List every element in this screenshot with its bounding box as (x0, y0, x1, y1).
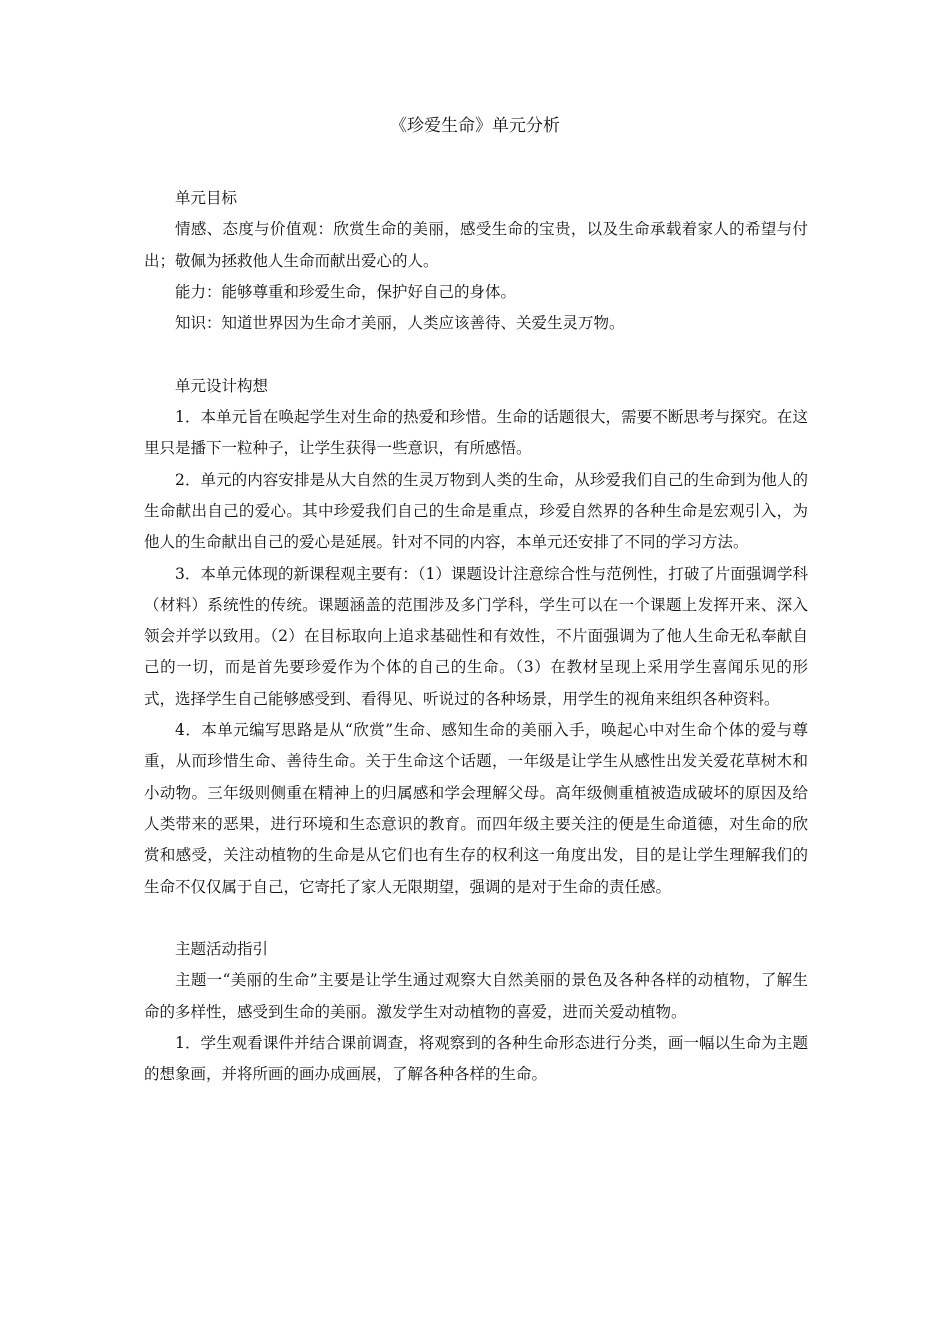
paragraph: 主题一“美丽的生命”主要是让学生通过观察大自然美丽的景色及各种各样的动植物，了解生命的多样性，感受到生命的美丽。激发学生对动植物的喜爱，进而关爱动植物。 (144, 971, 808, 1021)
section-heading-unit-goals: 单元目标 (175, 189, 238, 207)
paragraph: 知识：知道世界因为生命才美丽，人类应该善待、关爱生灵万物。 (175, 314, 625, 333)
paragraph: 1．本单元旨在唤起学生对生命的热爱和珍惜。生命的话题很大，需要不断思考与探究。在这里只是播下一粒种子，让学生获得一些意识，有所感悟。 (144, 408, 808, 458)
section-spacer (144, 903, 808, 934)
document-title: 《珍爱生命》单元分析 (390, 116, 560, 136)
document-body (144, 183, 808, 1091)
paragraph: 情感、态度与价值观：欣赏生命的美丽，感受生命的宝贵，以及生命承载着家人的希望与付出；敬佩为拯救他人生命而献出爱心的人。 (144, 220, 808, 270)
section-spacer (144, 339, 808, 370)
paragraph: 4．本单元编写思路是从“欣赏”生命、感知生命的美丽入手，唤起心中对生命个体的爱与尊重，从而珍惜生命、善待生命。关于生命这个话题，一年级是让学生从感性出发关爱花草树木和小动物。三年级则侧重在精神上的归属感和学会理解父母。高年级侧重植被造成破坏的原因及给人类带来的恶果，进行环境和生态意识的教育。而四年级主要关注的便是生命道德，对生命的欣赏和感受，关注动植物的生命是从它们也有生存的权利这一角度出发，目的是让学生理解我们的生命不仅仅属于自己，它寄托了家人无限期望，强调的是对于生命的责任感。 (144, 721, 808, 896)
paragraph: 1．学生观看课件并结合课前调查，将观察到的各种生命形态进行分类，画一幅以生命为主题的想象画，并将所画的画办成画展，了解各种各样的生命。 (144, 1034, 808, 1084)
paragraph: 2．单元的内容安排是从大自然的生灵万物到人类的生命，从珍爱我们自己的生命到为他人的生命献出自己的爱心。其中珍爱我们自己的生命是重点，珍爱自然界的各种生命是宏观引入，为他人的生命献出自己的爱心是延展。针对不同的内容，本单元还安排了不同的学习方法。 (144, 470, 808, 552)
section-heading-unit-design: 单元设计构想 (175, 376, 269, 395)
section-heading-activity-guide: 主题活动指引 (175, 940, 269, 959)
paragraph: 能力：能够尊重和珍爱生命，保护好自己的身体。 (175, 282, 517, 301)
paragraph: 3．本单元体现的新课程观主要有：（1）课题设计注意综合性与范例性，打破了片面强调学科（材料）系统性的传统。课题涵盖的范围涉及多门学科，学生可以在一个课题上发挥开来、深入领会并学以致用。（2）在目标取向上追求基础性和有效性，不片面强调为了他人生命无私奉献自己的一切，而是首先要珍爱作为个体的自己的生命。（3）在教材呈现上采用学生喜闻乐见的形式，选择学生自己能够感受到、看得见、听说过的各种场景，用学生的视角来组织各种资料。 (144, 564, 808, 708)
